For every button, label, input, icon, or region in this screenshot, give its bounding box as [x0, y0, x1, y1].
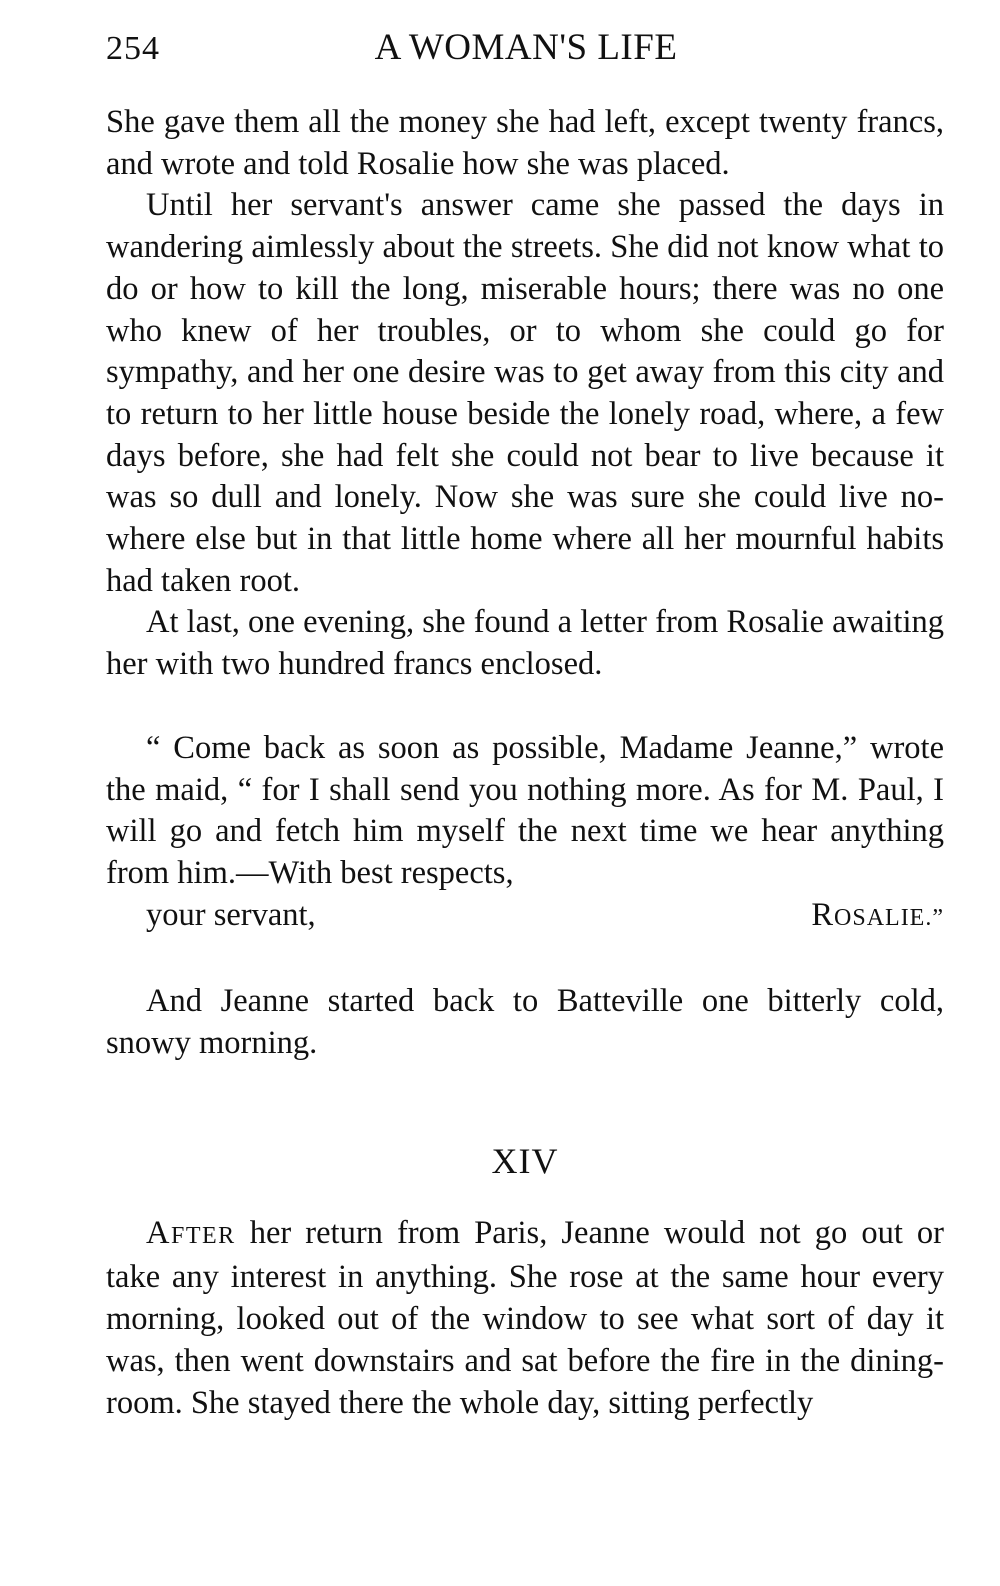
paragraph-2: Until her servant's answer came she passed the days in wandering aimlessly about the streets. She did not know what to do or how to kill the long, miserable hours; there was no one who knew of her troubles, or to whom she could go for sympathy, and her one desire was to get away from this city and to return to her little house beside the lonely road, where, a few days before, she had felt she could not bear to live because it was so dull and lonely. Now she was sure she could live no-where else but in that little home where all her mournful habits had taken root. — [106, 187, 944, 599]
signature-initial: R — [811, 896, 835, 933]
paragraph-1: She gave them all the money she had left, except twenty francs, and wrote and told Rosalie how she was placed. — [106, 104, 944, 182]
page-number: 254 — [106, 30, 160, 67]
spacer — [106, 939, 944, 981]
signature-rest: OSALIE.” — [834, 904, 944, 931]
chapter-heading: XIV — [491, 1140, 559, 1181]
spacer — [106, 686, 944, 728]
spacer — [106, 1065, 944, 1139]
paragraph-5-text: her return from Paris, Jeanne would not go out or take any interest in anything. She rose at the same hour every morning, looked out of the window to see what sort of day it was, then went downstairs and sat before the fire in the dining-room. She stayed there the whole day, sitting perfectly — [106, 1214, 944, 1421]
paragraph-4: And Jeanne started back to Batteville one bitterly cold, snowy morning. — [106, 983, 944, 1062]
chapter-opening-word — [146, 1215, 236, 1251]
letter-signature — [771, 895, 944, 940]
opening-initial: A — [146, 1214, 171, 1251]
body-text — [106, 102, 944, 1424]
opening-rest: FTER — [170, 1222, 236, 1249]
letter-text: “ Come back as soon as possible, Madame Jeanne,” wrote the maid, “ for I shall send you nothing more. As for M. Paul, I will go and fetch him myself the next time we hear anything from him.—With best respects, — [106, 729, 944, 891]
page-header — [106, 26, 946, 76]
running-head: A WOMAN'S LIFE — [374, 27, 678, 68]
paragraph-5 — [106, 1213, 944, 1425]
letter-closing: your servant, — [146, 896, 316, 933]
paragraph-3: At last, one evening, she found a letter from Rosalie awaiting her with two hundred francs enclosed. — [106, 604, 944, 683]
letter-closing-line — [106, 895, 944, 940]
